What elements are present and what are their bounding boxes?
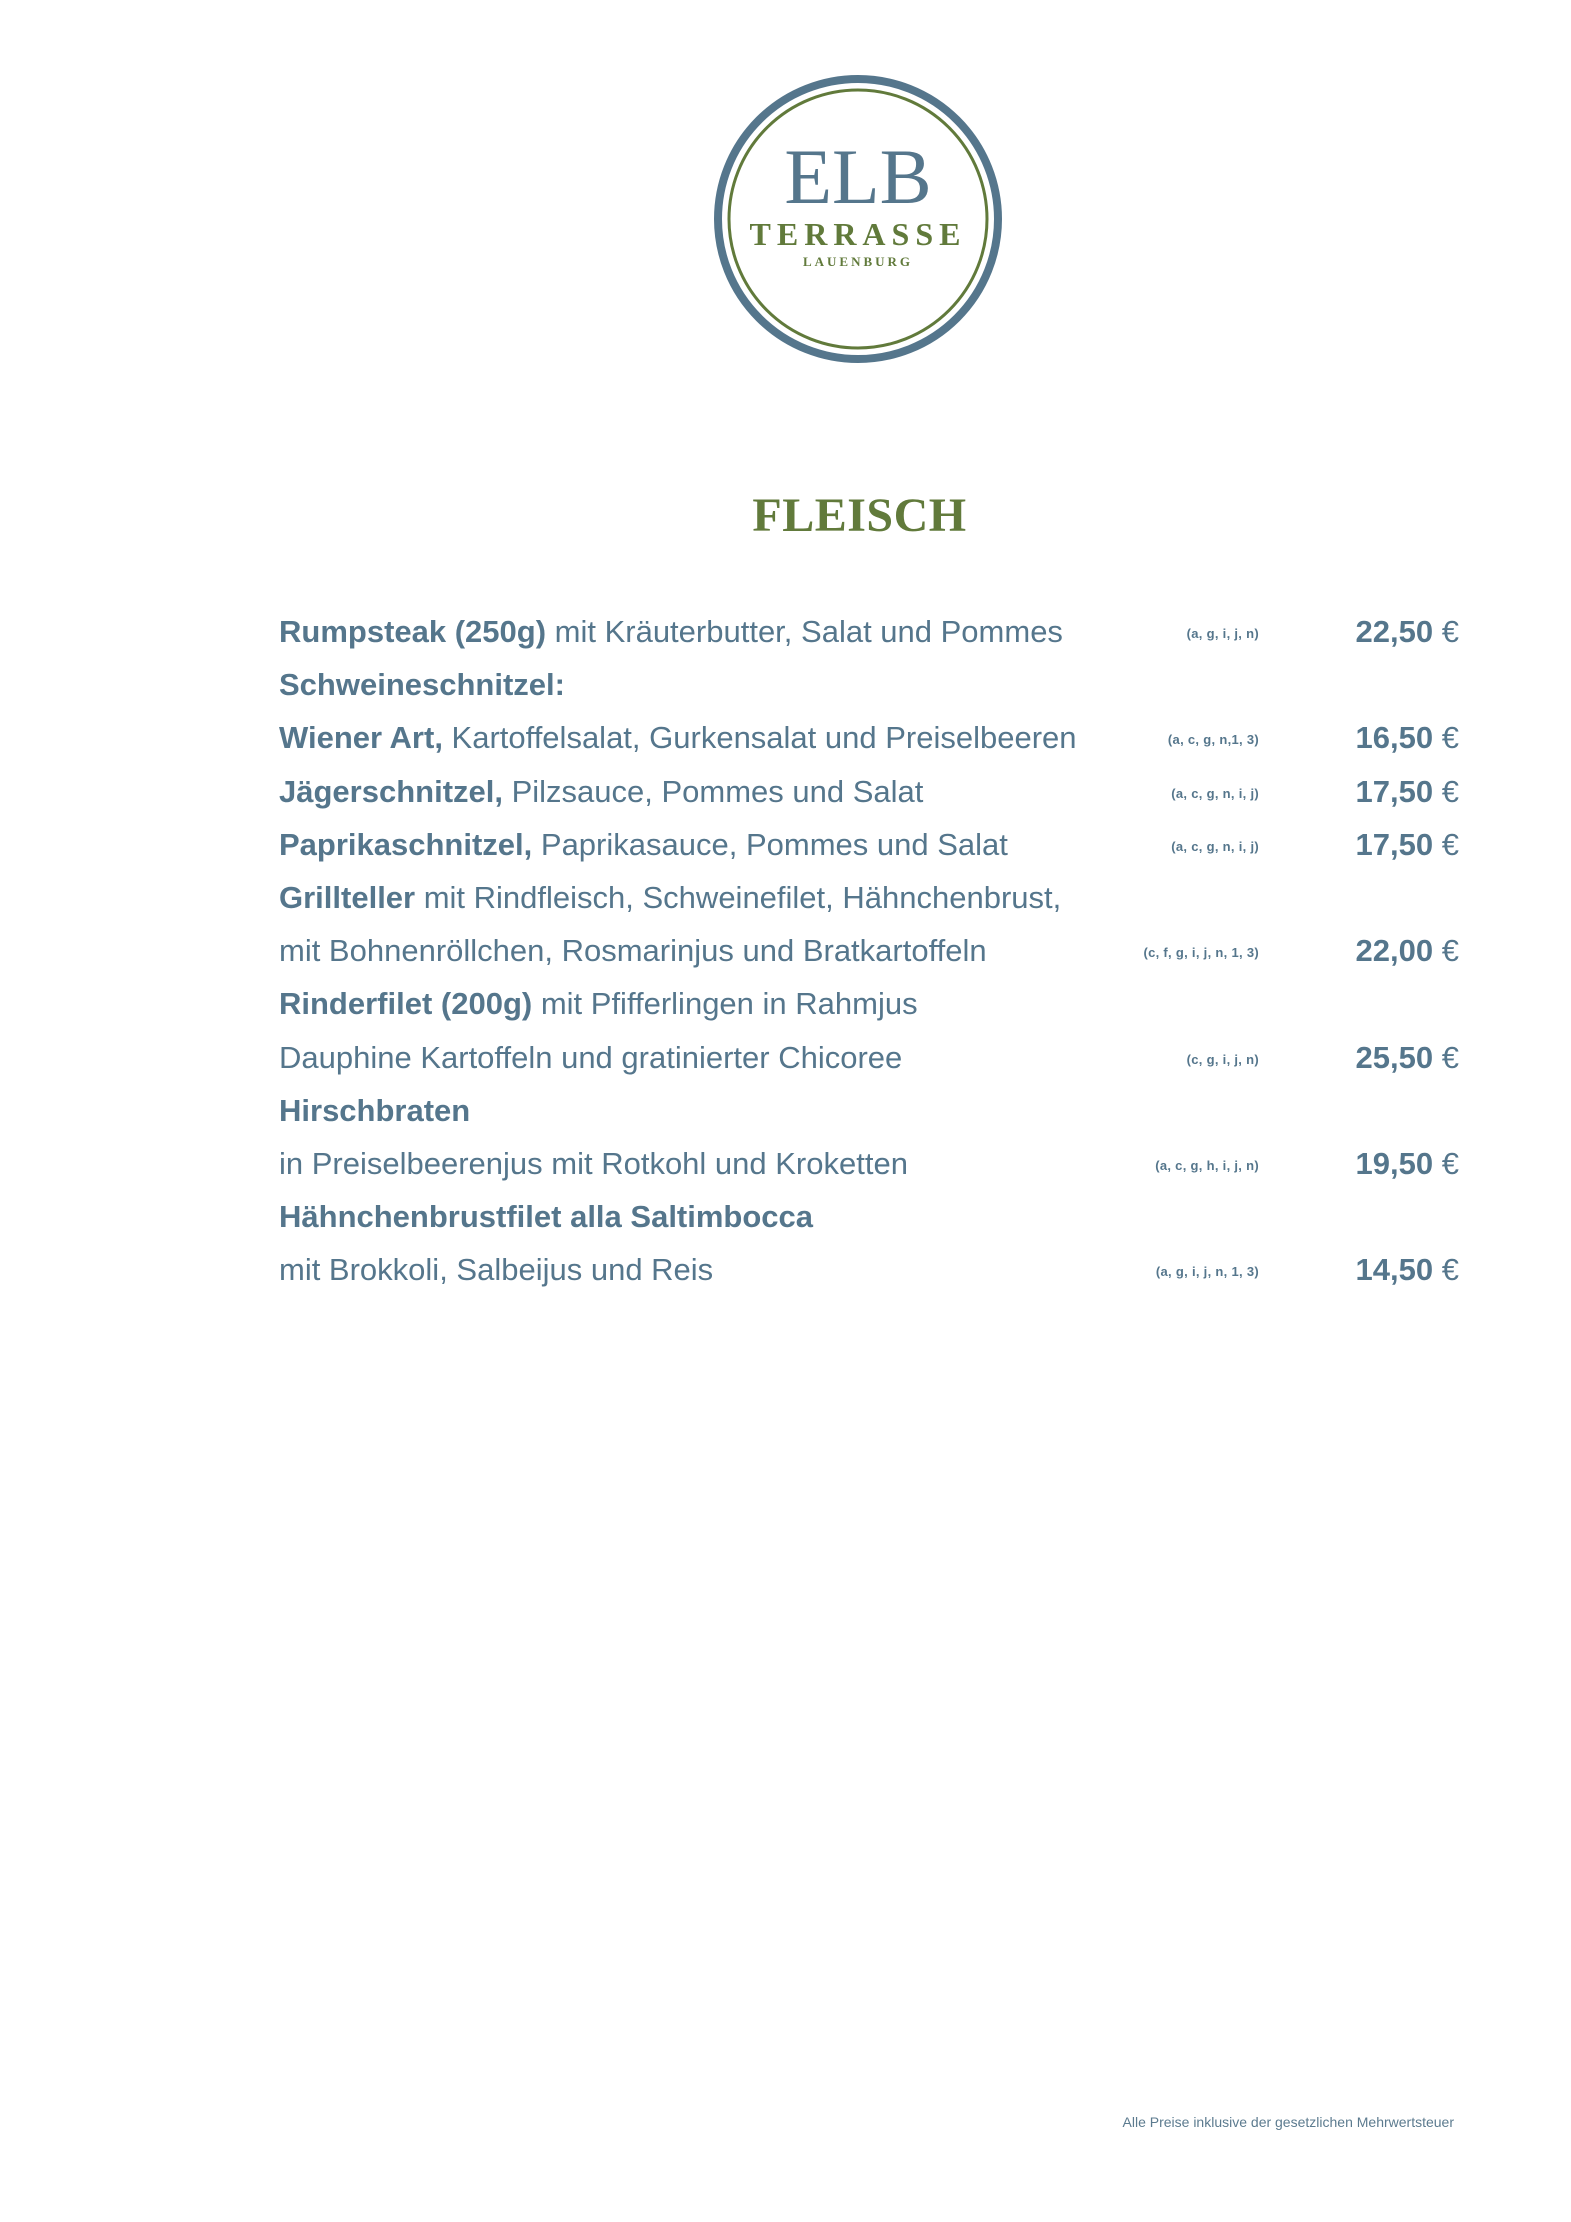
price: [1356, 605, 1459, 658]
menu-line-text: [279, 924, 987, 977]
menu-line-text: [279, 818, 1008, 871]
menu-line: [279, 818, 1459, 871]
allergen-codes: (a, c, g, n,1, 3): [1167, 732, 1259, 748]
allergen-codes: (a, g, i, j, n): [1186, 626, 1259, 641]
dish-description: Kartoffelsalat, Gurkensalat und Preiselbeeren: [442, 720, 1077, 756]
menu-line-text: [279, 1137, 908, 1190]
menu-line-text: [279, 1243, 713, 1296]
menu-line-text: [279, 977, 918, 1030]
dish-description: mit Brokkoli, Salbeijus und Reis: [279, 1252, 714, 1288]
price-value: 17,50: [1355, 826, 1434, 862]
allergen-codes: (c, f, g, i, j, n, 1, 3): [1143, 945, 1259, 961]
dish-description: Paprikasauce, Pommes und Salat: [532, 826, 1008, 862]
price: [1356, 1031, 1459, 1084]
dish-name: Rumpsteak (250g): [279, 614, 547, 649]
logo-terrasse: TERRASSE: [749, 216, 967, 252]
vat-notice: Alle Preise inklusive der gesetzlichen Mehrwertsteuer: [1122, 2114, 1454, 2130]
menu-line-text: [279, 1084, 470, 1137]
dish-description: in Preiselbeerenjus mit Rotkohl und Kroketten: [279, 1145, 908, 1181]
menu-line-text: [279, 605, 1063, 658]
currency-symbol: €: [1441, 1039, 1459, 1075]
logo-lauenburg: LAUENBURG: [802, 254, 914, 269]
price-value: 17,50: [1355, 773, 1434, 809]
allergen-codes: (a, c, g, n, i, j): [1171, 838, 1259, 854]
price-value: 22,50: [1355, 614, 1434, 649]
price-value: 14,50: [1355, 1252, 1434, 1288]
price: [1356, 711, 1459, 764]
menu-line: [279, 765, 1459, 818]
dish-name: Rinderfilet (200g): [279, 986, 533, 1022]
menu-list: [279, 605, 1459, 1296]
allergen-codes: (a, g, i, j, n, 1, 3): [1155, 1264, 1259, 1280]
currency-symbol: €: [1441, 933, 1459, 969]
menu-line-text: [279, 871, 1061, 924]
currency-symbol: €: [1441, 826, 1459, 862]
price: [1356, 1137, 1459, 1190]
dish-description: Pilzsauce, Pommes und Salat: [502, 773, 924, 809]
price: [1356, 924, 1459, 977]
dish-name: Grillteller: [279, 879, 416, 915]
menu-line: [279, 1031, 1459, 1084]
menu-line: [279, 1137, 1459, 1190]
menu-line: [279, 924, 1459, 977]
menu-line-text: [279, 658, 565, 711]
dish-name: Wiener Art,: [279, 720, 443, 756]
currency-symbol: €: [1441, 773, 1459, 809]
menu-line: [279, 605, 1459, 658]
menu-line-text: [279, 1031, 902, 1084]
dish-description: mit Rindfleisch, Schweinefilet, Hähnchenbrust,: [415, 879, 1062, 915]
price: [1356, 818, 1459, 871]
price: [1356, 765, 1459, 818]
dish-name: Hirschbraten: [279, 1092, 471, 1128]
section-heading: FLEISCH: [752, 489, 967, 542]
menu-line: [279, 1084, 1459, 1137]
allergen-codes: (c, g, i, j, n): [1186, 1051, 1259, 1067]
menu-line: [279, 977, 1459, 1030]
dish-description: mit Pfifferlingen in Rahmjus: [532, 986, 918, 1022]
dish-name: Jägerschnitzel,: [279, 773, 503, 809]
menu-line-text: [279, 711, 1077, 764]
menu-line: [279, 871, 1459, 924]
currency-symbol: €: [1441, 1252, 1459, 1288]
restaurant-logo: [712, 73, 1004, 365]
menu-line-text: [279, 1190, 813, 1243]
dish-name: Schweineschnitzel:: [279, 667, 565, 703]
menu-line: [279, 1243, 1459, 1296]
menu-line-text: [279, 765, 923, 818]
price-value: 19,50: [1355, 1145, 1434, 1181]
price: [1356, 1243, 1459, 1296]
price-value: 25,50: [1355, 1039, 1434, 1075]
logo-seal: [712, 73, 1004, 365]
menu-line: [279, 1190, 1459, 1243]
dish-name: Hähnchenbrustfilet alla Saltimbocca: [279, 1199, 814, 1235]
menu-line: [279, 711, 1459, 764]
logo-elb: ELB: [784, 133, 932, 220]
allergen-codes: (a, c, g, n, i, j): [1171, 785, 1259, 801]
dish-name: Paprikaschnitzel,: [279, 826, 533, 862]
currency-symbol: €: [1441, 614, 1459, 649]
menu-line: [279, 658, 1459, 711]
dish-description: Dauphine Kartoffeln und gratinierter Chicoree: [279, 1039, 903, 1075]
dish-description: mit Bohnenröllchen, Rosmarinjus und Bratkartoffeln: [279, 933, 987, 969]
price-value: 22,00: [1355, 933, 1434, 969]
price-value: 16,50: [1355, 720, 1434, 756]
currency-symbol: €: [1441, 720, 1459, 756]
currency-symbol: €: [1441, 1145, 1459, 1181]
allergen-codes: (a, c, g, h, i, j, n): [1155, 1157, 1259, 1173]
dish-description: mit Kräuterbutter, Salat und Pommes: [546, 614, 1063, 649]
